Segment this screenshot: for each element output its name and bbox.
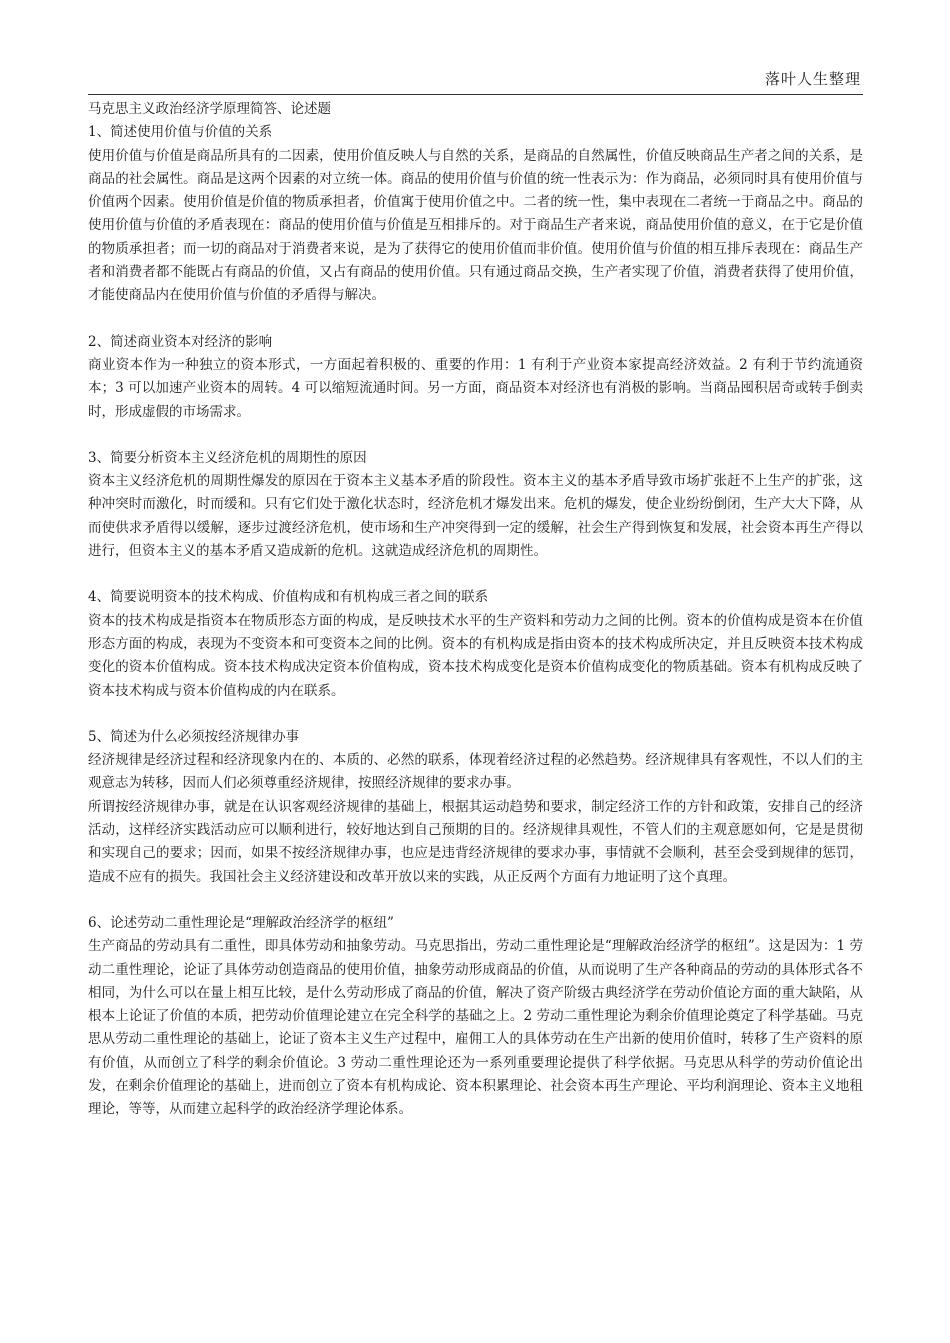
- section-1: [88, 121, 863, 307]
- section-heading: 3、简要分析资本主义经济危机的周期性的原因: [88, 449, 367, 466]
- section-2: [88, 331, 863, 424]
- section-paragraph: 经济规律是经济过程和经济现象内在的、本质的、必然的联系，体现着经济过程的必然趋势。经济规律具有客观性，不以人们的主观意志为转移，因而人们必须尊重经济规律，按照经济规律的要求办事。: [88, 752, 863, 792]
- header-author: 落叶人生整理: [764, 70, 861, 88]
- section-heading: 4、简要说明资本的技术构成、价值构成和有机构成三者之间的联系: [88, 589, 489, 606]
- section-paragraph: 资本的技术构成是指资本在物质形态方面的构成，是反映技术水平的生产资料和劳动力之间的比例。资本的价值构成是资本在价值形态方面的构成，表现为不变资本和可变资本之间的比例。资本的有机构成是指由资本的技术构成所决定，并且反映资本技术构成变化的资本价值构成。资本技术构成决定资本价值构成，资本技术构成变化是资本价值构成变化的物质基础。资本有机构成反映了资本技术构成与资本价值构成的内在联系。: [88, 612, 863, 699]
- document-title: 马克思主义政治经济学原理简答、论述题: [88, 101, 331, 117]
- section-paragraph: 生产商品的劳动具有二重性，即具体劳动和抽象劳动。马克思指出，劳动二重性理论是“理解政治经济学的枢纽”。这是因为：1 劳动二重性理论，论证了具体劳动创造商品的使用价值，抽象劳动形成商品的价值，从而说明了生产各种商品的劳动的具体形式各不相同，为什么可以在量上相互比较，是什么劳动形成了商品的价值，解决了资产阶级古典经济学在劳动价值论方面的重大缺陷，从根本上论证了价值的本质，把劳动价值理论建立在完全科学的基础之上。2 劳动二重性理论为剩余价值理论奠定了科学基础。马克思从劳动二重性理论的基础上，论证了资本主义生产过程中，雇佣工人的具体劳动在生产出新的使用价值时，转移了生产资料的原有价值，从而创立了科学的剩余价值论。3 劳动二重性理论还为一系列重要理论提供了科学依据。马克思从科学的劳动价值论出发，在剩余价值理论的基础上，进而创立了资本有机构成论、资本积累理论、社会资本再生产理论、平均利润理论、资本主义地租理论，等等，从而建立起科学的政治经济学理论体系。: [88, 938, 863, 1118]
- document-body: [88, 98, 863, 1122]
- section-heading: 1、简述使用价值与价值的关系: [88, 124, 273, 141]
- section-heading: 6、论述劳动二重性理论是“理解政治经济学的枢纽”: [88, 914, 394, 931]
- section-paragraph: 使用价值与价值是商品所具有的二因素，使用价值反映人与自然的关系，是商品的自然属性，价值反映商品生产者之间的关系，是商品的社会属性。商品是这两个因素的对立统一体。商品的使用价值与价值的统一性表示为：作为商品，必须同时具有使用价值与价值两个因素。使用价值是价值的物质承担者，价值寓于使用价值之中。二者的统一性，集中表现在二者统一于商品之中。商品的使用价值与价值的矛盾表现在：商品的使用价值与价值是互相排斥的。对于商品生产者来说，商品使用价值的意义，在于它是价值的物质承担者；而一切的商品对于消费者来说，是为了获得它的使用价值而非价值。使用价值与价值的相互排斥表现在：商品生产者和消费者都不能既占有商品的价值，又占有商品的使用价值。只有通过商品交换，生产者实现了价值，消费者获得了使用价值，才能使商品内在使用价值与价值的矛盾得与解决。: [88, 147, 863, 304]
- section-3: [88, 447, 863, 563]
- section-heading: 5、简述为什么必须按经济规律办事: [88, 728, 300, 745]
- section-paragraph: 商业资本作为一种独立的资本形式，一方面起着积极的、重要的作用：1 有利于产业资本家提高经济效益。2 有利于节约流通资本；3 可以加速产业资本的周转。4 可以缩短流通时间。另一方面，商品资本对经济也有消极的影响。当商品囤积居奇或转手倒卖时，形成虚假的市场需求。: [88, 356, 863, 420]
- section-6: [88, 912, 863, 1122]
- section-heading: 2、简述商业资本对经济的影响: [88, 333, 273, 350]
- section-paragraph: 所谓按经济规律办事，就是在认识客观经济规律的基础上，根据其运动趋势和要求，制定经济工作的方针和政策，安排自己的经济活动，这样经济实践活动应可以顺利进行，较好地达到自己预期的目的。经济规律具观性，不管人们的主观意愿如何，它是是贯彻和实现自己的要求；因而，如果不按经济规律办事，也应是违背经济规律的要求办事，事情就不会顺利，甚至会受到规律的惩罚，造成不应有的损失。我国社会主义经济建设和改革开放以来的实践，从正反两个方面有力地证明了这个真理。: [88, 798, 863, 885]
- page-header: [88, 64, 863, 95]
- section-5: [88, 726, 863, 889]
- section-4: [88, 586, 863, 702]
- section-paragraph: 资本主义经济危机的周期性爆发的原因在于资本主义基本矛盾的阶段性。资本主义的基本矛盾导致市场扩张赶不上生产的扩张，这种冲突时而激化，时而缓和。只有它们处于激化状态时，经济危机才爆发出来。危机的爆发，使企业纷纷倒闭，生产大大下降，从而使供求矛盾得以缓解，逐步过渡经济危机，使市场和生产冲突得到一定的缓解，社会生产得到恢复和发展，社会资本再生产得以进行，但资本主义的基本矛盾又造成新的危机。这就造成经济危机的周期性。: [88, 473, 863, 560]
